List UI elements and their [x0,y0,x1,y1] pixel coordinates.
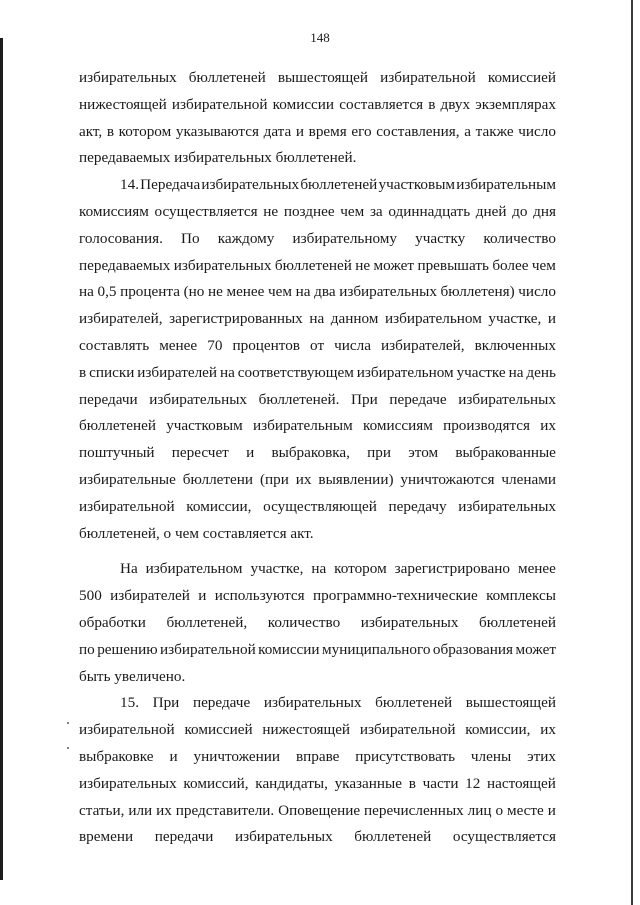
paragraph [79,65,556,172]
text-line: акт, в котором указываются дата и время его составления, а также число [79,122,556,140]
text-line: по решению избирательной комиссии муниципального образования может [79,640,556,658]
paragraph-gap [79,547,556,556]
text-line: 500 избирателей и используются программно-технические комплексы [79,587,556,605]
text-line: передачи избирательных бюллетеней. При передаче избирательных [79,390,556,408]
text-line: быть увеличено. [79,667,186,685]
text-line: бюллетеней участковым избирательным комиссиям производятся их [79,417,556,435]
text-line: на 0,5 процента (но не менее чем на два избирательных бюллетеня) число [79,283,556,301]
paragraph-item-14 [79,172,556,547]
text-line: голосования. По каждому избирательному участку количество [79,229,556,247]
scan-edge-left [0,38,3,880]
text-line: нижестоящей избирательной комиссии составляется в двух экземплярах [79,95,556,113]
text-line: На избирательном участке, на котором зарегистрировано менее [120,560,556,578]
page-number: 148 [310,30,330,45]
scan-speck [67,747,69,749]
text-line: комиссиям осуществляется не позднее чем за одиннадцать дней до дня [79,202,556,220]
text-line: передаваемых избирательных бюллетеней не может превышать более чем [79,256,556,274]
scan-edge-right [631,0,633,905]
paragraph [79,556,556,690]
text-line: поштучный пересчет и выбраковка, при этом выбракованные [79,444,556,462]
text-line: избирательных комиссий, кандидаты, указанные в части 12 настоящей [79,774,556,792]
scan-speck [67,722,69,724]
text-line: избирательных бюллетеней вышестоящей избирательной комиссией [79,69,556,86]
text-line: избирательной комиссии, осуществляющей передачу избирательных [79,497,556,515]
text-line: в списки избирателей на соответствующем избирательном участке на день [79,363,556,381]
text-line: обработки бюллетеней, количество избирательных бюллетеней [79,613,556,631]
text-line: времени передачи избирательных бюллетеней осуществляется [79,828,556,846]
text-line: избирательной комиссией нижестоящей избирательной комиссии, их [79,721,556,739]
text-line: передаваемых избирательных бюллетеней. [79,149,357,167]
text-line: 15. При передаче избирательных бюллетеней вышестоящей [120,694,556,712]
text-line: избирателей, зарегистрированных на данном избирательном участке, и [79,310,556,328]
text-line: составлять менее 70 процентов от числа избирателей, включенных [79,336,556,354]
text-line: 14. Передача избирательных бюллетеней участковым избирательным [120,176,556,194]
text-line: бюллетеней, о чем составляется акт. [79,524,314,542]
text-line: статьи, или их представители. Оповещение перечисленных лиц о месте и [79,801,556,819]
document-body [79,65,556,851]
paragraph-item-15 [79,690,556,851]
text-line: выбраковке и уничтожении вправе присутствовать члены этих [79,747,556,765]
text-line: избирательные бюллетени (при их выявлении) уничтожаются членами [79,470,556,488]
